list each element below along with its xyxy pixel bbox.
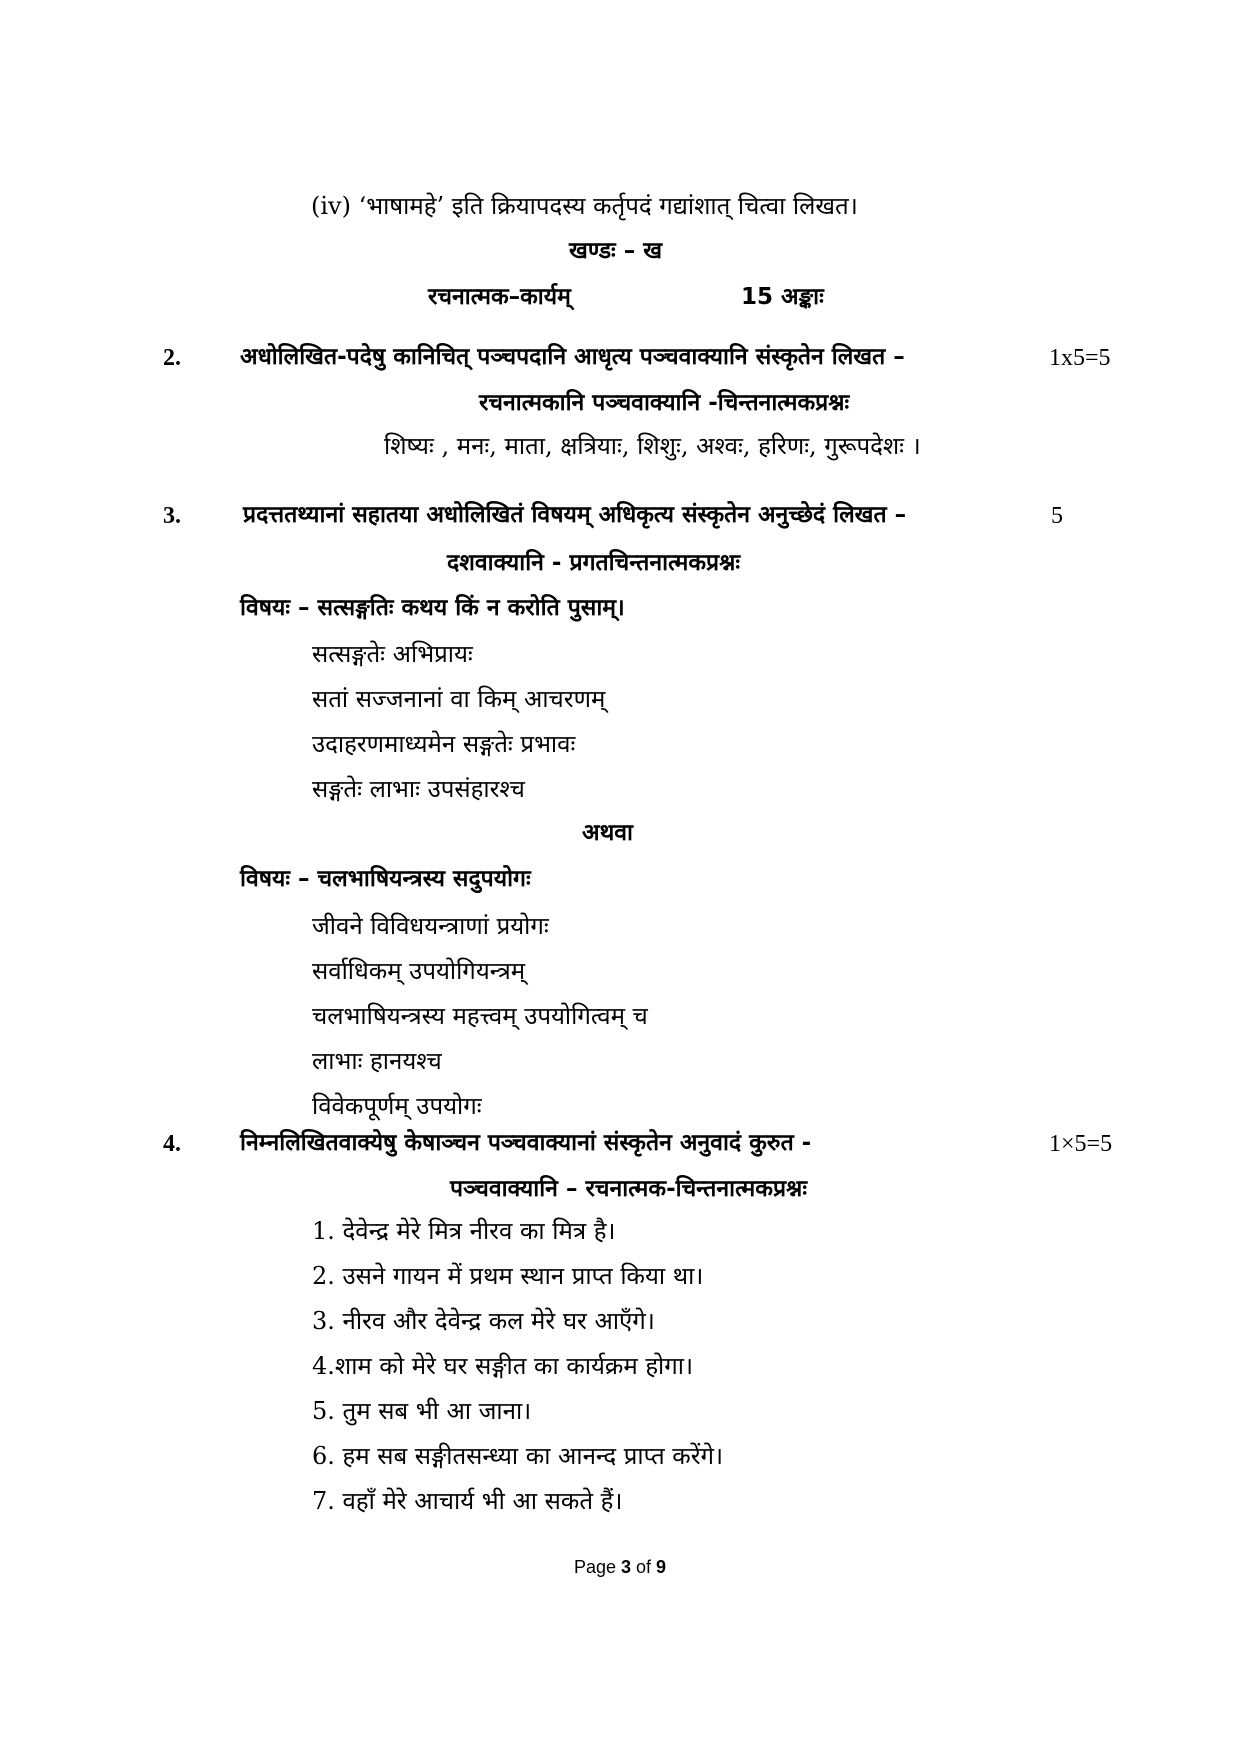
q3-number: 3.: [163, 503, 181, 529]
q3-topic2-point: विवेकपूर्णम् उपयोगः: [312, 1092, 482, 1120]
q4-text: निम्नलिखितवाक्येषु केषाञ्चन पञ्चवाक्यानां संस्कृतेन अनुवादं कुरुत -: [240, 1130, 812, 1156]
q4-sentence: 5. तुम सब भी आ जाना।: [312, 1397, 532, 1425]
page-prefix: Page: [573, 1557, 621, 1577]
section-name: रचनात्मक–कार्यम्: [428, 284, 571, 310]
q4-sentence: 4.शाम को मेरे घर सङ्गीत का कार्यक्रम होगा।: [312, 1352, 694, 1380]
q4-subtitle: पञ्चवाक्यानि – रचनात्मक-चिन्तनात्मकप्रश्नः: [450, 1176, 807, 1202]
q4-marks: 1×5=5: [1049, 1131, 1113, 1157]
q3-topic2-point: सर्वाधिकम् उपयोगियन्त्रम्: [312, 957, 526, 985]
q4-sentence: 3. नीरव और देवेन्द्र कल मेरे घर आएँगे।: [312, 1307, 655, 1335]
q3-topic2-point: लाभाः हानयश्च: [312, 1047, 442, 1075]
q1-part-iv: (iv) ‘भाषामहे’ इति क्रियापदस्य कर्तृपदं गद्यांशात् चित्वा लिखत।: [311, 192, 858, 220]
q3-topic1-point: उदाहरणमाध्यमेन सङ्गतेः प्रभावः: [312, 730, 576, 758]
total-pages: 9: [656, 1557, 667, 1577]
q4-sentence: 7. वहाँ मेरे आचार्य भी आ सकते हैं।: [312, 1487, 623, 1515]
q4-sentence: 2. उसने गायन में प्रथम स्थान प्राप्त किया था।: [312, 1262, 704, 1290]
q3-text: प्रदत्ततथ्यानां सहातया अधोलिखितं विषयम् अधिकृत्य संस्कृतेन अनुच्छेदं लिखत –: [243, 502, 907, 528]
section-marks: 15 अङ्काः: [741, 284, 824, 310]
q2-number: 2.: [163, 345, 181, 371]
section-title: खण्डः – ख: [569, 238, 663, 264]
q2-marks: 1x5=5: [1049, 345, 1111, 371]
q3-topic1-point: सतां सज्जनानां वा किम् आचरणम्: [312, 685, 606, 713]
page-number: [0, 1557, 1240, 1578]
q2-word-list: शिष्यः , मनः, माता, क्षत्रियाः, शिशुः, अश्वः, हरिणः, गुरूपदेशः ।: [384, 432, 921, 460]
q3-or: अथवा: [582, 820, 634, 846]
q3-topic2-point: जीवने विविधयन्त्राणां प्रयोगः: [312, 912, 549, 940]
q4-sentence: 1. देवेन्द्र मेरे मित्र नीरव का मित्र है।: [312, 1217, 616, 1245]
q3-topic1-point: सङ्गतेः लाभाः उपसंहारश्च: [312, 775, 525, 803]
q3-topic2-point: चलभाषियन्त्रस्य महत्त्वम् उपयोगित्वम् च: [312, 1002, 648, 1030]
current-page: 3: [621, 1557, 632, 1577]
q2-subtitle: रचनात्मकानि पञ्चवाक्यानि -चिन्तनात्मकप्रश्नः: [479, 390, 850, 416]
q4-number: 4.: [163, 1131, 181, 1157]
q4-sentence: 6. हम सब सङ्गीतसन्ध्या का आनन्द प्राप्त करेंगे।: [312, 1442, 724, 1470]
q3-topic-2: विषयः – चलभाषियन्त्रस्य सदुपयोगः: [240, 866, 531, 892]
q2-text: अधोलिखित-पदेषु कानिचित् पञ्चपदानि आधृत्य पञ्चवाक्यानि संस्कृतेन लिखत –: [240, 344, 905, 370]
q3-topic1-point: सत्सङ्गतेः अभिप्रायः: [312, 640, 473, 668]
q3-subtitle: दशवाक्यानि - प्रगतचिन्तनात्मकप्रश्नः: [447, 550, 740, 576]
q3-marks: 5: [1051, 503, 1063, 529]
page-of: of: [631, 1557, 657, 1577]
q3-topic-1: विषयः – सत्सङ्गतिः कथय किं न करोति पुसाम्।: [240, 595, 625, 621]
